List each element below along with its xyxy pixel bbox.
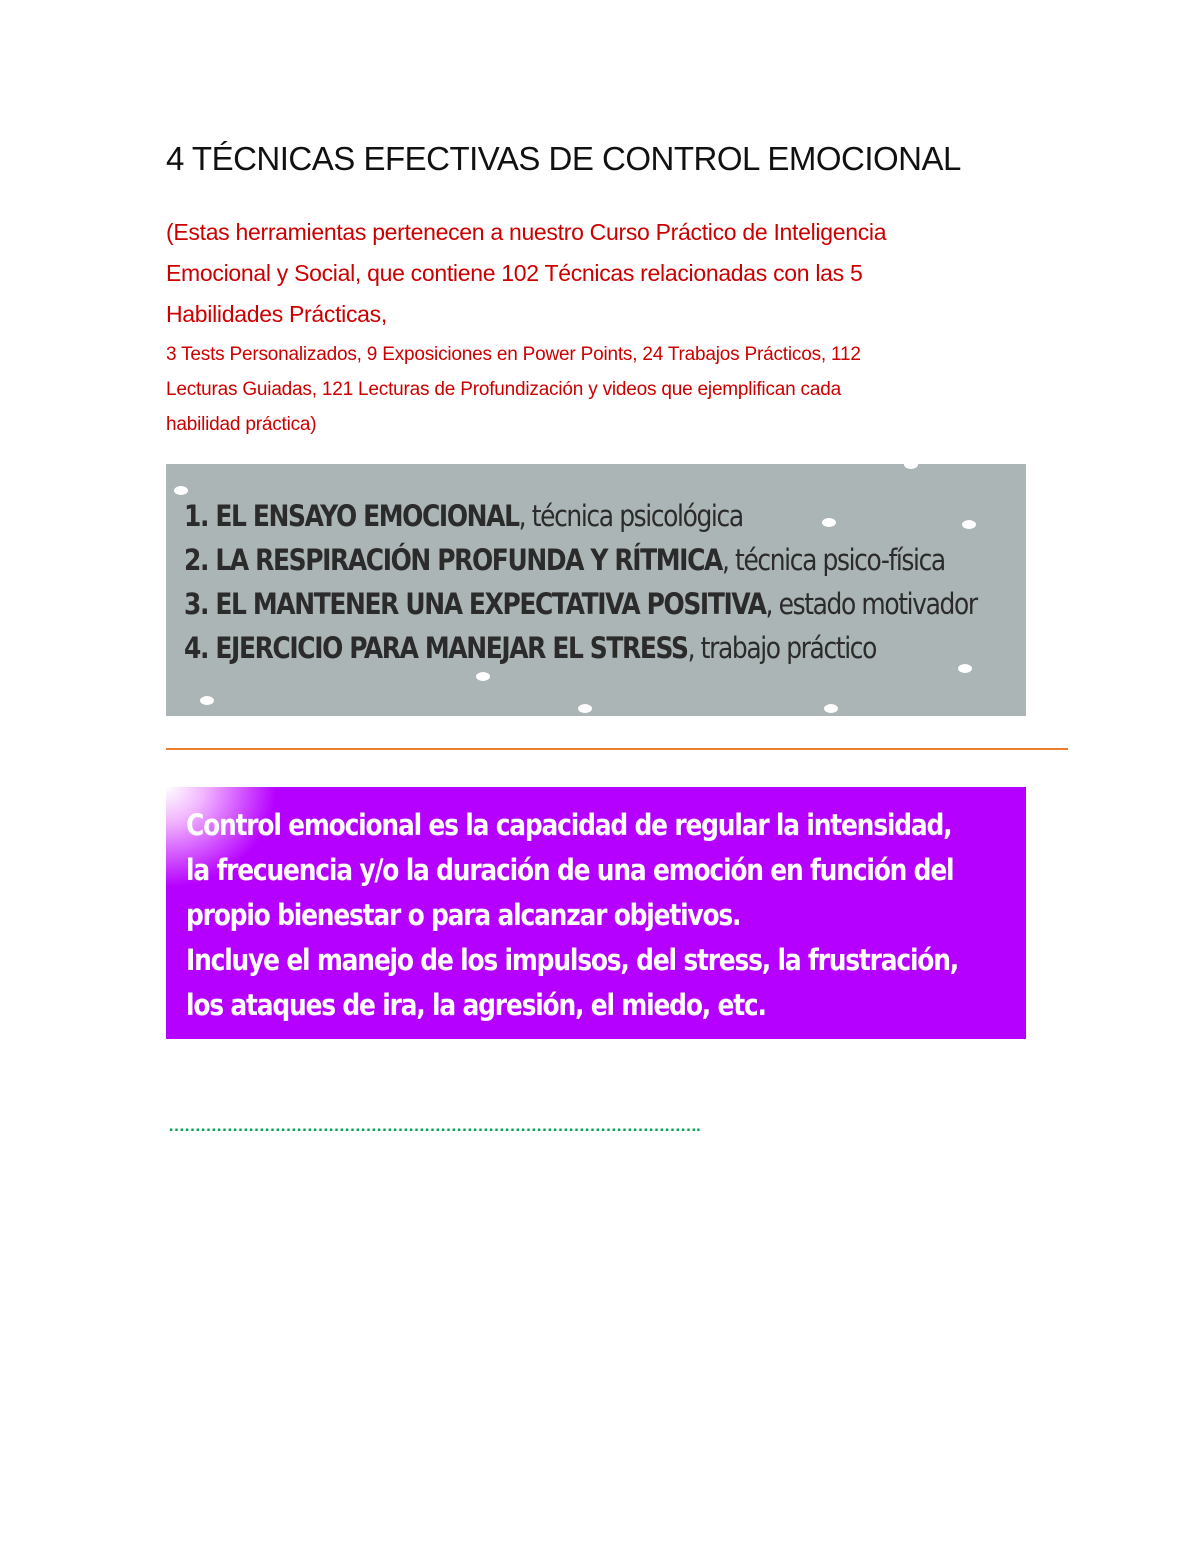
techniques-list — [184, 494, 977, 670]
technique-type: , estado motivador — [765, 587, 977, 621]
technique-item — [184, 538, 977, 582]
technique-name: 1. EL ENSAYO EMOCIONAL — [184, 499, 519, 533]
intro-paragraph — [166, 212, 1046, 335]
technique-type: , trabajo práctico — [687, 631, 876, 665]
decorative-dot — [904, 464, 918, 469]
page-title: 4 TÉCNICAS EFECTIVAS DE CONTROL EMOCIONAL — [166, 140, 961, 177]
definition-line: propio bienestar o para alcanzar objetivos. — [186, 898, 741, 932]
definition-box — [166, 787, 1026, 1039]
technique-item — [184, 582, 977, 626]
decorative-dot — [476, 672, 490, 681]
intro-line: Habilidades Prácticas, — [166, 301, 387, 327]
intro-detail-line: 3 Tests Personalizados, 9 Exposiciones en Power Points, 24 Trabajos Prácticos, 112 — [166, 344, 861, 365]
technique-item — [184, 626, 977, 670]
dotted-separator: ………………………………………………………………………………………. — [168, 1116, 700, 1135]
technique-name: 4. EJERCICIO PARA MANEJAR EL STRESS — [184, 631, 688, 665]
definition-text — [186, 803, 958, 1028]
decorative-dot — [200, 696, 214, 705]
technique-type: , técnica psicológica — [518, 499, 743, 533]
section-divider — [166, 748, 1068, 750]
techniques-box — [166, 464, 1026, 716]
technique-type: , técnica psico-física — [721, 543, 945, 577]
intro-detail-line: habilidad práctica) — [166, 414, 317, 435]
technique-name: 2. LA RESPIRACIÓN PROFUNDA Y RÍTMICA — [184, 543, 722, 577]
decorative-dot — [578, 704, 592, 713]
definition-line: Incluye el manejo de los impulsos, del stress, la frustración, — [186, 943, 959, 977]
technique-name: 3. EL MANTENER UNA EXPECTATIVA POSITIVA — [184, 587, 766, 621]
decorative-dot — [824, 704, 838, 713]
definition-line: Control emocional es la capacidad de regular la intensidad, — [186, 808, 952, 842]
intro-details — [166, 337, 1046, 442]
intro-detail-line: Lecturas Guiadas, 121 Lecturas de Profundización y videos que ejemplifican cada — [166, 379, 841, 400]
intro-line: (Estas herramientas pertenecen a nuestro Curso Práctico de Inteligencia — [166, 219, 887, 245]
definition-line: los ataques de ira, la agresión, el miedo, etc. — [186, 988, 766, 1022]
intro-line: Emocional y Social, que contiene 102 Técnicas relacionadas con las 5 — [166, 260, 863, 286]
definition-line: la frecuencia y/o la duración de una emoción en función del — [186, 853, 954, 887]
technique-item — [184, 494, 977, 538]
